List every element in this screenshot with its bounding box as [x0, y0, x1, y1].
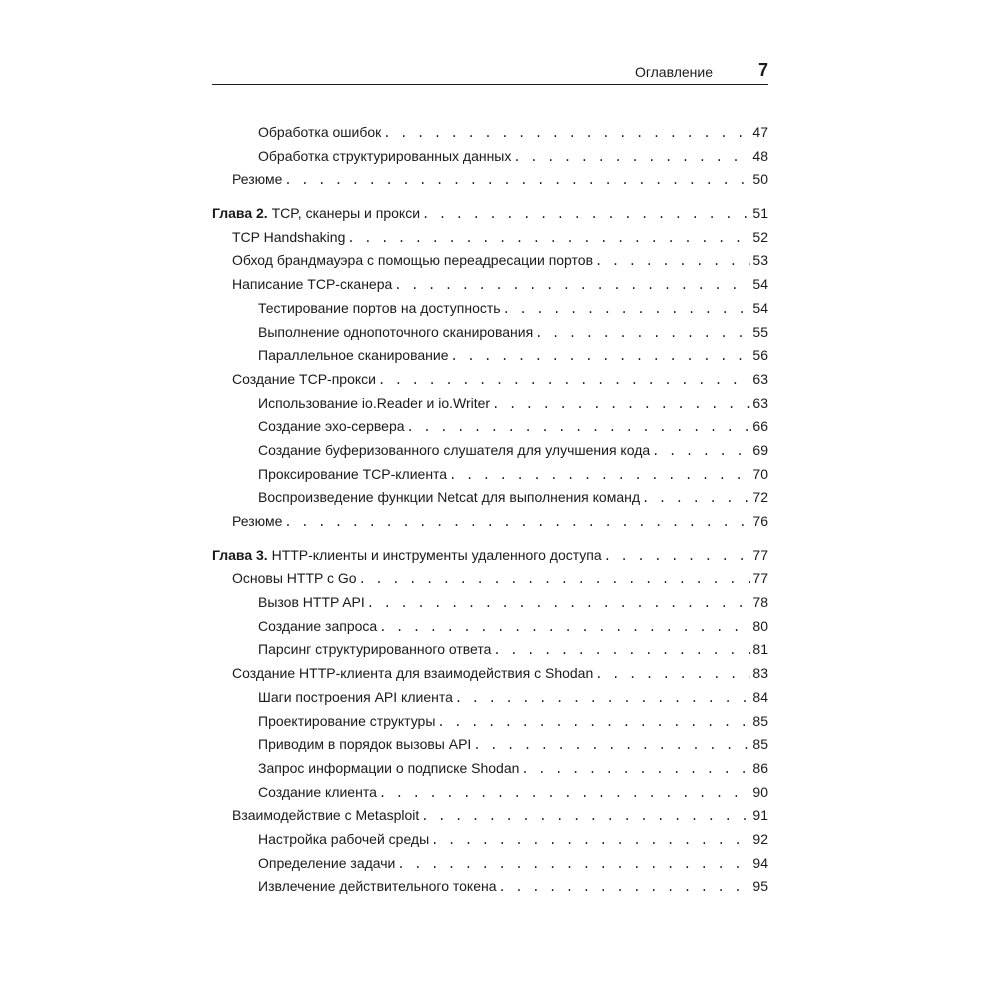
toc-entry-label: Проектирование структуры	[258, 712, 436, 729]
dot-leader	[604, 545, 751, 569]
toc-entry-label: Воспроизведение функции Netcat для выполнения команд	[258, 489, 641, 506]
toc-entry[interactable]	[212, 463, 768, 487]
dot-leader	[473, 734, 750, 758]
dot-leader	[595, 663, 750, 687]
toc-entry[interactable]	[212, 757, 768, 781]
chapter-number: Глава 2.	[212, 205, 268, 222]
toc-entry[interactable]	[212, 121, 768, 145]
toc-entry[interactable]	[212, 804, 768, 828]
toc-page-number: 80	[752, 617, 768, 634]
dot-leader	[513, 146, 750, 170]
toc-page-number: 78	[752, 594, 768, 611]
toc-page-number: 85	[752, 736, 768, 753]
toc-page-number: 51	[752, 205, 768, 222]
dot-leader	[421, 805, 750, 829]
toc-entry[interactable]	[212, 591, 768, 615]
toc-entry[interactable]	[212, 662, 768, 686]
toc-entry[interactable]	[212, 781, 768, 805]
dot-leader	[499, 876, 751, 900]
toc-page-number: 69	[752, 441, 768, 458]
toc-entry-label: Написание TCP-сканера	[232, 276, 393, 293]
toc-entry-label: Вызов HTTP API	[258, 594, 365, 611]
toc-entry[interactable]	[212, 486, 768, 510]
toc-entry-label: Определение задачи	[258, 854, 396, 871]
toc-entry[interactable]	[212, 273, 768, 297]
dot-leader	[449, 464, 750, 488]
dot-leader	[284, 169, 750, 193]
toc-entry-label: Настройка рабочей среды	[258, 830, 430, 847]
toc-page-number: 85	[752, 712, 768, 729]
dot-leader	[455, 687, 751, 711]
toc-page-number: 77	[752, 546, 768, 563]
dot-leader	[422, 203, 750, 227]
toc-page-number: 92	[752, 830, 768, 847]
dot-leader	[450, 345, 750, 369]
toc-page-number: 81	[752, 641, 768, 658]
toc-page-number: 72	[752, 489, 768, 506]
toc-entry-label: Основы HTTP с Go	[232, 570, 357, 587]
toc-entry-label: Извлечение действительного токена	[258, 878, 497, 895]
toc-entry-label: Создание TCP-прокси	[232, 370, 376, 387]
toc-chapter-row[interactable]	[212, 202, 768, 226]
running-header	[212, 60, 768, 85]
chapter-title: TCP, сканеры и прокси	[271, 205, 421, 222]
chapter-number: Глава 3.	[212, 546, 268, 563]
toc-entry[interactable]	[212, 875, 768, 899]
toc-page-number: 95	[752, 878, 768, 895]
toc-entry-label: Создание запроса	[258, 617, 378, 634]
toc-entry[interactable]	[212, 226, 768, 250]
toc-entry[interactable]	[212, 686, 768, 710]
toc-page-number: 76	[752, 513, 768, 529]
toc-entry[interactable]	[212, 439, 768, 463]
toc-page-number: 66	[752, 418, 768, 435]
running-header-title: Оглавление	[634, 64, 713, 80]
toc-page-number: 55	[752, 323, 768, 340]
toc-entry[interactable]	[212, 297, 768, 321]
toc-entry-label: Тестирование портов на доступность	[258, 299, 501, 316]
toc-page-number: 77	[752, 570, 768, 587]
toc-entry-label: Приводим в порядок вызовы API	[258, 736, 472, 753]
toc-entry-label: Создание буферизованного слушателя для улучшения кода	[258, 441, 651, 458]
chapter-gap	[212, 534, 768, 544]
toc-entry[interactable]	[212, 852, 768, 876]
toc-page-number: 48	[752, 147, 768, 164]
toc-chapter-row[interactable]	[212, 544, 768, 568]
toc-entry-label: Обход брандмауэра с помощью переадресации портов	[232, 252, 594, 269]
toc-page-number: 50	[752, 171, 768, 188]
toc-entry[interactable]	[212, 733, 768, 757]
toc-entry-label: Обработка структурированных данных	[258, 147, 512, 164]
toc-entry-label: Шаги построения API клиента	[258, 688, 453, 705]
dot-leader	[493, 639, 750, 663]
toc-page-number: 54	[752, 276, 768, 293]
dot-leader	[642, 487, 750, 511]
toc-entry[interactable]	[212, 415, 768, 439]
toc-entry-label: Создание эхо-сервера	[258, 418, 405, 435]
toc-entry[interactable]	[212, 392, 768, 416]
dot-leader	[378, 369, 750, 393]
toc-entry-label: Выполнение однопоточного сканирования	[258, 323, 534, 340]
toc-entry-label: Парсинг структурированного ответа	[258, 641, 492, 658]
dot-leader	[397, 853, 750, 877]
dot-leader	[367, 592, 751, 616]
toc-entry[interactable]	[212, 567, 768, 591]
toc-page-number: 86	[752, 759, 768, 776]
toc-chapter-label	[212, 202, 420, 226]
toc-entry-label: Резюме	[232, 513, 283, 529]
toc-page-number: 90	[752, 783, 768, 800]
toc-page-number: 47	[752, 124, 768, 140]
toc-entry-label: Взаимодействие с Metasploit	[232, 807, 420, 824]
toc-page-number: 91	[752, 807, 768, 824]
dot-leader	[383, 122, 750, 146]
toc-entry[interactable]	[212, 168, 768, 192]
dot-leader	[652, 440, 750, 464]
dot-leader	[379, 616, 750, 640]
table-of-contents	[212, 121, 768, 899]
toc-entry[interactable]	[212, 638, 768, 662]
toc-page-number: 63	[752, 394, 768, 411]
toc-page-number: 63	[752, 370, 768, 387]
toc-entry-label: Создание HTTP-клиента для взаимодействия с Shodan	[232, 665, 594, 682]
dot-leader	[535, 322, 750, 346]
toc-entry[interactable]	[212, 710, 768, 734]
dot-leader	[394, 274, 750, 298]
dot-leader	[521, 758, 750, 782]
toc-entry[interactable]	[212, 368, 768, 392]
toc-page-number: 52	[752, 228, 768, 245]
dot-leader	[284, 511, 750, 535]
toc-entry-label: Резюме	[232, 171, 283, 188]
dot-leader	[595, 250, 750, 274]
toc-page-number: 83	[752, 665, 768, 682]
toc-entry-label: Параллельное сканирование	[258, 347, 449, 364]
toc-entry-label: Обработка ошибок	[258, 124, 382, 140]
toc-entry-label: Создание клиента	[258, 783, 377, 800]
toc-entry-label: Использование io.Reader и io.Writer	[258, 394, 491, 411]
toc-entry-label: Запрос информации о подписке Shodan	[258, 759, 520, 776]
toc-entry-label: TCP Handshaking	[232, 228, 346, 245]
toc-page-number: 94	[752, 854, 768, 871]
toc-entry[interactable]	[212, 510, 768, 534]
dot-leader	[492, 393, 750, 417]
dot-leader	[407, 416, 751, 440]
toc-page-number: 84	[752, 688, 768, 705]
toc-entry[interactable]	[212, 249, 768, 273]
dot-leader	[347, 227, 750, 251]
dot-leader	[359, 568, 751, 592]
toc-page-number: 53	[752, 252, 768, 269]
dot-leader	[431, 829, 750, 853]
toc-entry[interactable]	[212, 828, 768, 852]
toc-entry-label: Проксирование TCP-клиента	[258, 465, 448, 482]
toc-chapter-label	[212, 544, 602, 568]
page-number: 7	[757, 60, 768, 80]
chapter-title: HTTP-клиенты и инструменты удаленного доступа	[271, 546, 602, 563]
toc-page-number: 54	[752, 299, 768, 316]
toc-entry[interactable]	[212, 344, 768, 368]
dot-leader	[437, 711, 750, 735]
toc-entry[interactable]	[212, 145, 768, 169]
toc-entry[interactable]	[212, 615, 768, 639]
toc-page-number: 56	[752, 347, 768, 364]
toc-entry[interactable]	[212, 321, 768, 345]
chapter-gap	[212, 192, 768, 202]
dot-leader	[379, 782, 751, 806]
toc-page-number: 70	[752, 465, 768, 482]
dot-leader	[503, 298, 751, 322]
